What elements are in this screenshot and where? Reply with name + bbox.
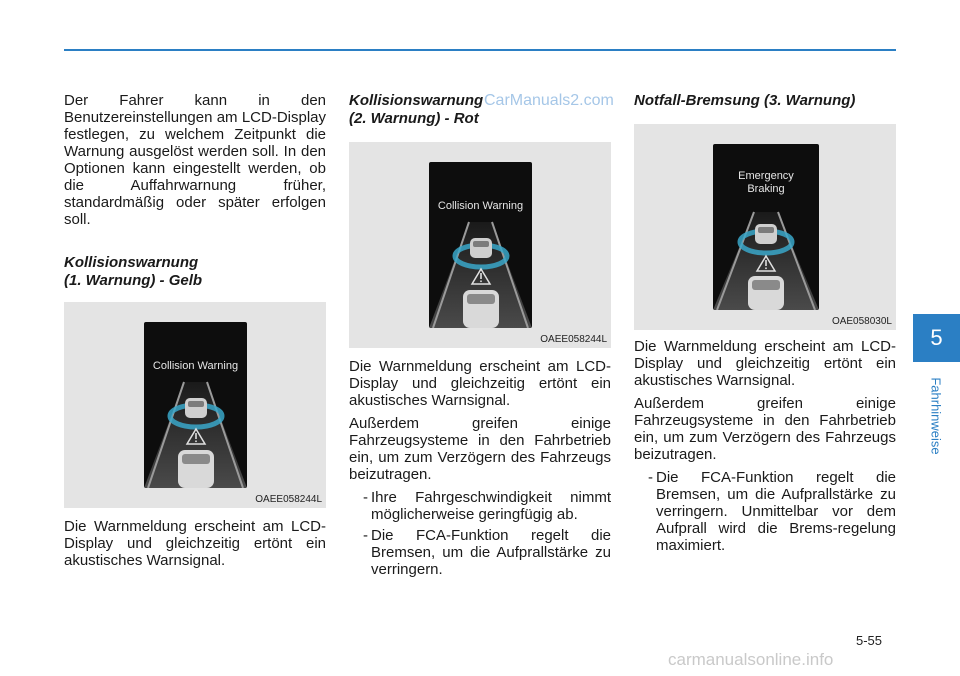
chapter-title: Fahrhinweise [928, 377, 944, 455]
chapter-side-label [926, 374, 946, 458]
heading-line-1: Kollisionswarnung [349, 92, 484, 109]
car-icon [185, 398, 207, 418]
intro-paragraph: Der Fahrer kann in den Benutzereinstellungen am LCD-Display festlegen, zu welchem Zeitpunkt die Warnung ausgelöst werden soll. In den Optionen kann eingestellt werden, ob die Auffahrwarnung früher, standardmäßig oder später erfolgen soll. [64, 92, 326, 228]
bullet-text: Ihre Fahrgeschwindigkeit nimmt möglicherweise geringfügig ab. [371, 489, 611, 523]
screen-title: Collision Warning [152, 360, 239, 372]
heading-line-2: (2. Warnung) - Rot [349, 110, 479, 127]
bullet-item: - Die FCA-Funktion regelt die Bremsen, um die Aufprallstärke zu verringern. [363, 527, 611, 578]
road-scene [429, 162, 532, 328]
figure-code: OAEE058244L [255, 494, 322, 505]
column-3 [634, 92, 896, 558]
screen-title [713, 170, 819, 196]
bullet-text: Die FCA-Funktion regelt die Bremsen, um die Aufprallstärke zu verringern. Unmittelbar vor dem Aufprall wird die Brems-regelung maximiert. [656, 469, 896, 554]
top-rule [64, 49, 896, 51]
watermark-bottom: carmanualsonline.info [668, 650, 834, 669]
emergency-text-2: Außerdem greifen einige Fahrzeugsysteme in den Fahrbetrieb ein, um zum Verzögern des Fahrzeugs beizutragen. [634, 395, 896, 463]
bullet-item: - Die FCA-Funktion regelt die Bremsen, um die Aufprallstärke zu verringern. Unmittelbar vor dem Aufprall wird die Brems-regelung maximiert. [648, 469, 896, 554]
bullet-text: Die FCA-Funktion regelt die Bremsen, um die Aufprallstärke zu verringern. [371, 527, 611, 578]
warning-1-text: Die Warnmeldung erscheint am LCD-Display und gleichzeitig ertönt ein akustisches Warnsignal. [64, 518, 326, 569]
road-scene [713, 144, 819, 310]
figure-code: OAEE058244L [540, 334, 607, 345]
bullet-item: - Ihre Fahrgeschwindigkeit nimmt möglicherweise geringfügig ab. [363, 489, 611, 523]
watermark-top: CarManuals2.com [484, 92, 614, 109]
section-heading-warning-1 [64, 254, 326, 290]
car-icon [748, 276, 784, 310]
section-heading-emergency-braking: Notfall-Bremsung (3. Warnung) [634, 92, 856, 109]
warning-2-text-2: Außerdem greifen einige Fahrzeugsysteme in den Fahrbetrieb ein, um zum Verzögern des Fahrzeugs beizutragen. [349, 415, 611, 483]
lcd-screen [144, 322, 247, 488]
lcd-screen [429, 162, 532, 328]
column-1 [64, 92, 326, 575]
figure-collision-warning-1 [64, 302, 326, 508]
page-number: 5-55 [856, 633, 883, 648]
figure-emergency-braking [634, 124, 896, 330]
column-2 [349, 92, 611, 582]
heading-line-2: (1. Warnung) - Gelb [64, 272, 203, 289]
warning-2-text-1: Die Warnmeldung erscheint am LCD-Display und gleichzeitig ertönt ein akustisches Warnsignal. [349, 358, 611, 409]
car-icon [470, 238, 492, 258]
figure-collision-warning-2 [349, 142, 611, 348]
car-icon [755, 224, 777, 244]
car-icon [178, 450, 214, 488]
screen-title-line-2: Braking [747, 183, 785, 195]
road-scene [144, 322, 247, 488]
car-icon [463, 290, 499, 328]
screen-title: Collision Warning [437, 200, 524, 212]
screen-title-line-1: Emergency [738, 170, 794, 182]
emergency-text-1: Die Warnmeldung erscheint am LCD-Display und gleichzeitig ertönt ein akustisches Warnsignal. [634, 338, 896, 389]
lcd-screen [713, 144, 819, 310]
figure-code: OAE058030L [831, 316, 892, 327]
chapter-tab: 5 [913, 314, 960, 362]
heading-line-1: Kollisionswarnung [64, 254, 199, 271]
